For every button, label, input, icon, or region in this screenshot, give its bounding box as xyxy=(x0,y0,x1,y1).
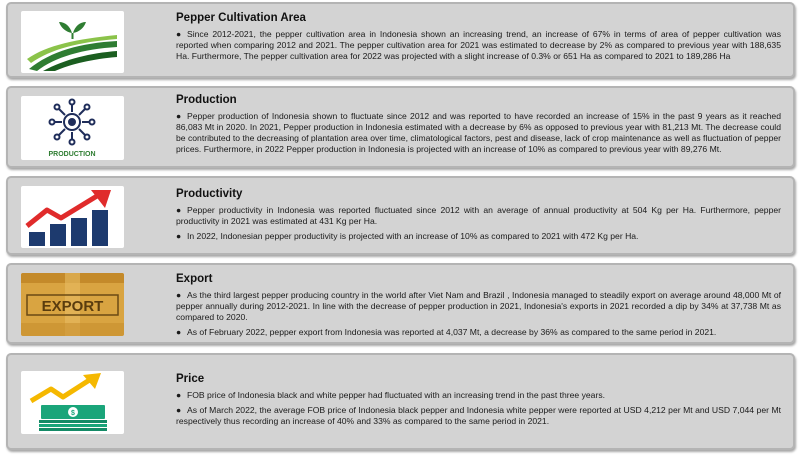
bullet-dot-icon: ● xyxy=(176,390,182,400)
bullet-dot-icon: ● xyxy=(176,405,182,415)
section-bullet: ● FOB price of Indonesia black and white pepper had fluctuated with an increasing trend in the past three years. xyxy=(176,390,606,400)
section-content xyxy=(176,373,781,427)
growth-chart-icon xyxy=(21,186,124,248)
section-bullet: ● As the third largest pepper producing country in the world after Viet Nam and Brazil , Indonesia managed to steadily export on average around 48,000 Mt of pepper annually during 2012-2021. In line with the decrease of pepper production in 2021, Indonesia's exports in 2021 recorded a dip by 34% at 37,738 Mt as compared to 2020. xyxy=(176,290,781,322)
section-title: Pepper Cultivation Area xyxy=(176,12,306,24)
section-title: Productivity xyxy=(176,188,243,200)
section-bullet: ● Pepper productivity in Indonesia was reported fluctuated since 2012 with an average of annual productivity at 504 Kg per Ha. Furthermore, pepper productivity in 2021 was estimated at 431 Kg per Ha. xyxy=(176,205,781,226)
export-icon-label: EXPORT xyxy=(41,298,104,315)
section-content xyxy=(176,273,781,338)
section-title: Export xyxy=(176,273,213,285)
section-bullet: ● In 2022, Indonesian pepper productivity is projected with an increase of 10% as compared to 2021 with 472 Kg per Ha. xyxy=(176,231,639,241)
section-bullet: ● As of February 2022, pepper export from Indonesia was reported at 4,037 Mt, a decrease by 36% as compared to the same period in 2021. xyxy=(176,327,717,337)
bullet-dot-icon: ● xyxy=(176,205,182,215)
bullet-dot-icon: ● xyxy=(176,29,182,39)
bullet-dot-icon: ● xyxy=(176,327,182,337)
money-stack-icon xyxy=(21,371,124,434)
section-card-export xyxy=(6,263,795,344)
section-content xyxy=(176,12,781,62)
bullet-dot-icon: ● xyxy=(176,231,182,241)
section-bullet: ● Since 2012-2021, the pepper cultivation area in Indonesia shown an increasing trend, an increase of 67% in terms of area of pepper cultivation was reported when comparing 2012 and 2021. The pepper cultivation area for 2021 was estimated to decrease by 2% as compared to previous year with 188,635 Ha. Furthermore, The pepper cultivation area for 2022 was projected with a slight increase of 0.3% or 651 Ha as compared to 2021 to 189,286 Ha xyxy=(176,29,781,61)
production-gear-icon xyxy=(21,96,124,160)
section-card-cultivation-area xyxy=(6,2,795,78)
export-box-icon xyxy=(21,273,124,336)
section-card-production xyxy=(6,86,795,168)
section-content xyxy=(176,188,781,242)
cultivation-field-icon xyxy=(21,11,124,73)
section-bullet: ● As of March 2022, the average FOB price of Indonesia black pepper and Indonesia white pepper were reported at USD 4,212 per Mt and USD 7,044 per Mt respectively thus recording an increase of 40% and 33% as compared to the same period in 2021. xyxy=(176,405,781,426)
section-bullet: ● Pepper production of Indonesia shown to fluctuate since 2012 and was reported to have recorded an increase of 15% in the past 9 years as it reached 86,083 Mt in 2020. In 2021, Pepper production in Indonesia estimated with a decrease by 6% as opposed to previous year with 81,213 Mt. The decrease could be contributed to the decreasing of plantation area over time, climatological factors, pest and disease, lack of crop maintenance as well as fluctuation of pepper prices. Furthermore, in 2022 Pepper production in Indonesia is projected with an increase of 10% as compared to previous year with 89,276 Mt. xyxy=(176,111,781,154)
bullet-dot-icon: ● xyxy=(176,111,182,121)
production-icon-label: PRODUCTION xyxy=(48,151,96,158)
section-content xyxy=(176,94,781,155)
section-title: Production xyxy=(176,94,237,106)
section-title: Price xyxy=(176,373,205,385)
svg-text:$: $ xyxy=(71,410,75,417)
section-card-productivity xyxy=(6,176,795,255)
section-card-price xyxy=(6,353,795,450)
bullet-dot-icon: ● xyxy=(176,290,182,300)
